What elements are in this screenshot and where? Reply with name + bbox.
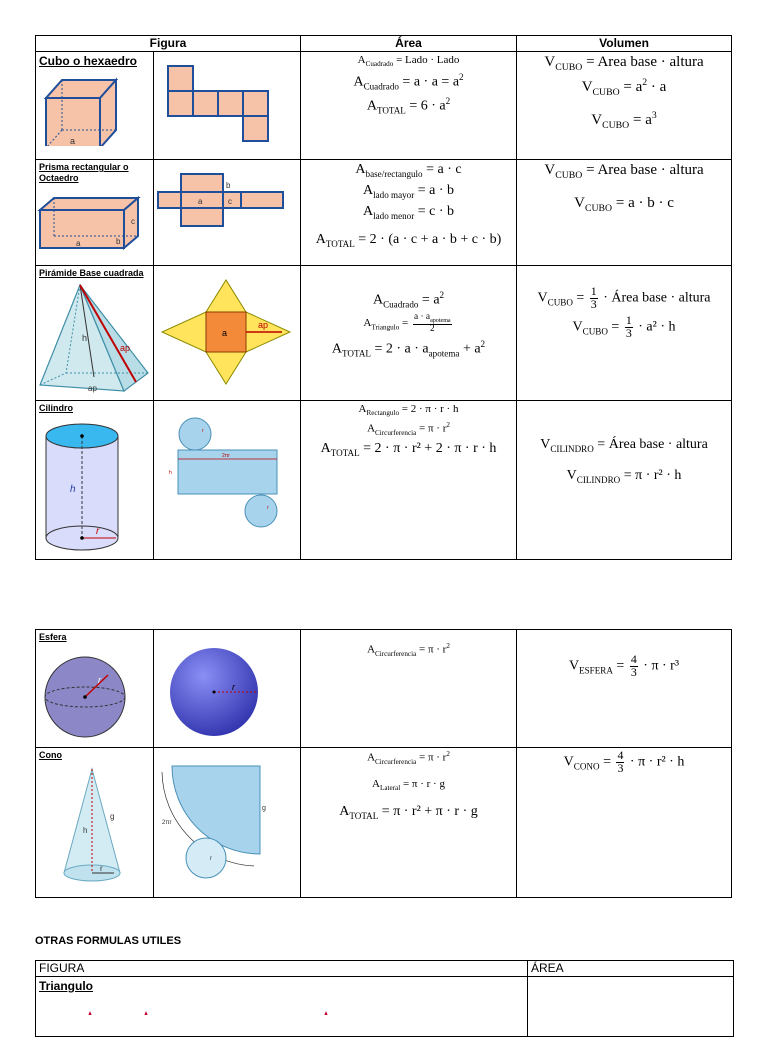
row-prisma	[36, 160, 732, 266]
pyramid-net-label-a: a	[222, 328, 228, 338]
cono-vol-formula: $V_{CONO}$ = $\frac{4}{3}$ · π · r² · h	[563, 748, 685, 775]
cilindro-vol-formula-2: $V_{CILINDRO} = \pi \cdot r^2 \cdot h$	[566, 467, 682, 485]
piramide-net-cell	[154, 266, 301, 401]
cono-area-formula-2: $A_{Lateral} = \pi \cdot r \cdot g$	[372, 777, 445, 793]
formulas-table-secondary	[35, 629, 732, 898]
prisma-vol-formula-1: $V_{CUBO}$ = Area base · altura	[544, 162, 704, 181]
esfera-render-cell	[154, 630, 301, 748]
triangulo-label: Triangulo	[39, 979, 93, 993]
cube-diagram	[36, 70, 152, 146]
row-cubo	[36, 52, 732, 160]
cilindro-vol-formula-1: $V_{CILINDRO}$ = Área base · altura	[540, 437, 708, 454]
pyramid-diagram	[36, 281, 152, 395]
cubo-net-cell	[154, 52, 301, 160]
pyramid-net-label-ap: ap	[258, 320, 269, 330]
prism-label-c: c	[131, 217, 135, 226]
formulas-table-other	[35, 960, 734, 1037]
cylinder-net-label-r2: r	[267, 505, 269, 511]
prism-label-a: a	[76, 239, 81, 248]
cono-area-formula-3: $A_{TOTAL} = \pi \cdot r^2 + \pi \cdot r \cdot g$	[339, 804, 478, 821]
piramide-vol-cell	[517, 266, 732, 401]
cone-net-diagram	[154, 748, 300, 892]
esfera-vol-cell	[517, 630, 732, 748]
piramide-figure-cell	[36, 266, 154, 401]
cubo-area-formula-1: $A_{Cuadrado}$ = Lado · Lado	[357, 54, 460, 69]
cono-net-cell	[154, 748, 301, 898]
header-volumen: Volumen	[517, 36, 732, 52]
esfera-label: Esfera	[39, 632, 67, 642]
piramide-vol-formula-2: $V_{CUBO}$ = $\frac{1}{3}$ · a² · h	[572, 312, 676, 340]
cylinder-net-diagram	[154, 401, 300, 553]
cono-vol-cell	[517, 748, 732, 898]
cone-diagram	[36, 763, 152, 891]
prisma-net-cell	[154, 160, 301, 266]
cono-figure-cell	[36, 748, 154, 898]
pyramid-label-apb: ap	[88, 384, 97, 393]
cubo-area-formula-2: $A_{Cuadrado} = a \cdot a = a^2$	[353, 72, 464, 92]
esfera-area-formula-1: $A_{Circurferencia} = \pi \cdot r^2$	[367, 642, 450, 658]
cylinder-label-h: h	[70, 484, 76, 495]
esfera-vol-formula: $V_{ESFERA}$ = $\frac{4}{3}$ · π · r³	[568, 652, 680, 679]
esfera-figure-cell	[36, 630, 154, 748]
header-area-other: ÁREA	[528, 961, 734, 977]
cono-area-formula-1: $A_{Circurferencia} = \pi \cdot r^2$	[367, 750, 450, 766]
cubo-label: Cubo o hexaedro	[39, 54, 138, 68]
pyramid-net-diagram	[154, 266, 300, 394]
cube-net-diagram	[154, 52, 300, 154]
piramide-area-cell	[301, 266, 517, 401]
prisma-area-formula-4: $A_{TOTAL} = 2 \cdot (a \cdot c + a \cdot b + c \cdot b)$	[315, 232, 502, 250]
pyramid-label-h: h	[82, 333, 88, 343]
prisma-vol-cell	[517, 160, 732, 266]
cilindro-area-formula-3: $A_{TOTAL} = 2 \cdot \pi \cdot r^2 + 2 \cdot \pi \cdot r \cdot h$	[320, 441, 497, 458]
header-figura: Figura	[36, 36, 301, 52]
piramide-area-formula-3: $A_{TOTAL} = 2 \cdot a \cdot a_{apotema} + a^2$	[331, 338, 486, 359]
prism-label-b: b	[116, 237, 121, 246]
triangulo-figure-cell	[36, 977, 528, 1037]
piramide-area-formula-2: $A_{Triangulo}$ = $\frac{a \cdot a_{apotema}}{2}$	[363, 312, 451, 335]
cubo-area-formula-3: $A_{TOTAL} = 6 \cdot a^2$	[366, 95, 451, 116]
cone-label-g: g	[110, 812, 115, 821]
cono-area-cell	[301, 748, 517, 898]
cubo-vol-formula-2: $V_{CUBO} = a^2 \cdot a$	[581, 77, 667, 98]
cone-label-r: r	[100, 864, 103, 873]
prisma-figure-cell	[36, 160, 154, 266]
cube-label-a: a	[70, 136, 76, 146]
cilindro-area-formula-2: $A_{Circurferencia} = \pi \cdot r^2$	[367, 421, 450, 438]
piramide-area-formula-1: $A_{Cuadrado} = a^2$	[372, 290, 445, 310]
prism-diagram	[36, 186, 152, 252]
row-piramide	[36, 266, 732, 401]
header-area: Área	[301, 36, 517, 52]
sphere-diagram	[36, 645, 152, 741]
triangulo-area-cell	[528, 977, 734, 1037]
cone-net-label-r: r	[210, 856, 212, 862]
cylinder-diagram	[36, 416, 152, 554]
esfera-area-cell	[301, 630, 517, 748]
sphere-render-label-r: r	[232, 682, 235, 692]
sphere-render-diagram	[154, 630, 300, 742]
prisma-area-formula-3: $A_{lado menor} = c \cdot b$	[362, 203, 455, 221]
cone-net-label-2pir: 2πr	[162, 820, 172, 826]
cone-net-label-g: g	[262, 805, 266, 812]
cubo-area-cell	[301, 52, 517, 160]
cylinder-net-label-2pir: 2πr	[222, 453, 230, 459]
prism-net-diagram	[154, 160, 300, 230]
cylinder-net-label-r1: r	[202, 428, 204, 434]
cubo-figure-cell	[36, 52, 154, 160]
header-figura-other: FIGURA	[36, 961, 528, 977]
piramide-label: Pirámide Base cuadrada	[39, 268, 144, 278]
row-cilindro	[36, 401, 732, 560]
sphere-label-r: r	[98, 675, 101, 685]
section-title-otras-formulas: OTRAS FORMULAS UTILES	[35, 935, 182, 947]
cilindro-vol-cell	[517, 401, 732, 560]
formulas-table-main	[35, 35, 732, 560]
cubo-vol-cell	[517, 52, 732, 160]
cylinder-net-label-h: h	[169, 470, 172, 476]
piramide-vol-formula-1: $V_{CUBO}$ = $\frac{1}{3}$ · Área base · altura	[537, 284, 711, 311]
prism-net-label-a: a	[198, 197, 203, 206]
prism-net-label-c: c	[228, 197, 232, 206]
cilindro-area-cell	[301, 401, 517, 560]
prism-net-label-b: b	[226, 181, 231, 190]
cono-label: Cono	[39, 750, 62, 760]
cone-label-h: h	[83, 826, 88, 835]
row-esfera	[36, 630, 732, 748]
prisma-area-formula-2: $A_{lado mayor} = a \cdot b$	[362, 182, 455, 200]
prisma-vol-formula-2: $V_{CUBO} = a \cdot b \cdot c$	[574, 195, 674, 214]
cubo-vol-formula-1: $V_{CUBO}$ = Area base · altura	[544, 54, 704, 73]
row-cono	[36, 748, 732, 898]
prisma-area-formula-1: $A_{base/rectangulo} = a \cdot c$	[355, 162, 462, 179]
cilindro-net-cell	[154, 401, 301, 560]
pyramid-label-ap: ap	[120, 343, 131, 353]
cilindro-figure-cell	[36, 401, 154, 560]
prisma-label: Prisma rectangular o Octaedro	[39, 162, 129, 183]
triangle-diagrams	[36, 995, 436, 1015]
cubo-vol-formula-3: $V_{CUBO} = a^3$	[591, 110, 657, 131]
prisma-area-cell	[301, 160, 517, 266]
cilindro-area-formula-1: $A_{Rectangulo} = 2 \cdot \pi \cdot r \cdot h$	[358, 403, 459, 418]
cilindro-label: Cilindro	[39, 403, 73, 413]
cylinder-label-r: r	[96, 526, 100, 537]
row-triangulo	[36, 977, 734, 1037]
